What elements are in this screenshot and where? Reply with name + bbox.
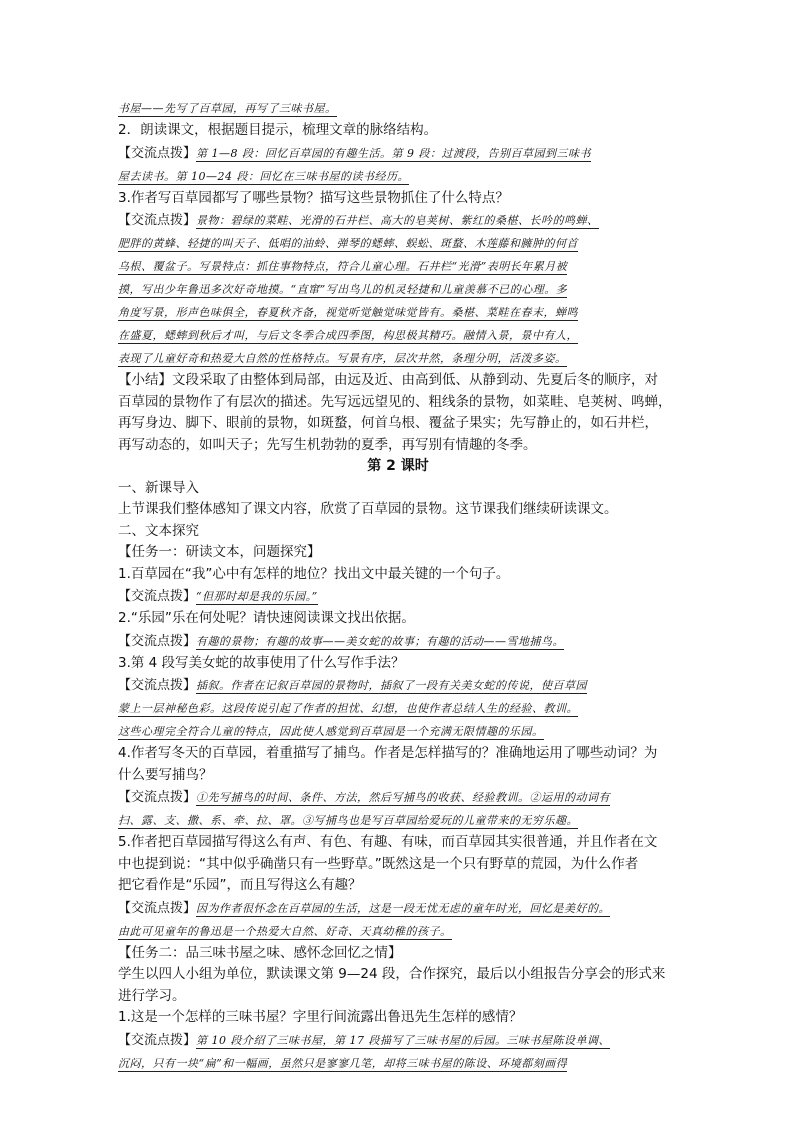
body-line: 1.百草园在“我”心中有怎样的地位？找出文中最关键的一个句子。 [118,565,510,582]
annotation-text: 扫、露、支、撒、系、牵、拉、罩。③写捕鸟也是写百草园给爱玩的儿童带来的无穷乐趣。 [118,814,578,827]
annotation-text: 肥胖的黄蜂、轻捷的叫天子、低唱的油蛉、弹琴的蟋蟀、蜈蚣、斑蝥、木莲藤和臃肿的何首 [118,237,578,250]
annotation-text: “但那时却是我的乐园。” [196,590,318,603]
body-line: 再写身边、脚下、眼前的景物，如斑蝥，何首乌根、覆盆子果实；先写静止的，如石井栏， [118,415,658,431]
body-line: 1.这是一个怎样的三味书屋？字里行间流露出鲁迅先生怎样的感情？ [118,1009,523,1025]
annotation-line [118,809,678,832]
annotation-line [118,697,678,720]
body-line: 进行学习。 [118,987,186,1004]
annotation-line [118,324,678,347]
annotation-line [118,232,678,255]
annotation-line [118,720,678,743]
annotation-text: 摸，写出少年鲁迅多次好奇地摸。“直窜”写出鸟儿的机灵轻捷和儿童羡慕不已的心理。多 [118,283,568,296]
annotation-text: 蒙上一层神秘色彩。这段传说引起了作者的担忧、幻想，也使作者总结人生的经验、教训。 [118,702,578,715]
body-line: 5.作者把百草园描写得这么有声、有色、有趣、有味，而百草园其实很普通，并且作者在文 [118,834,658,850]
body-line: 再写动态的，如叫天子；先写生机勃勃的夏季，再写别有情趣的冬季。 [118,436,537,453]
body-line: 百草园的景物作了有层次的描述。先写远远望见的、粗线条的景物，如菜畦、皂荚树、鸣蝉， [118,393,672,410]
annotation-line [118,347,678,370]
body-line: 3.作者写百草园都写了哪些景物？描写这些景物抓住了什么特点？ [118,189,509,206]
annotation-tag: 【交流点拨】 [118,633,197,649]
annotation-line [118,630,678,653]
body-line: 一、新课导入 [118,479,199,496]
annotation-line [118,142,678,165]
annotation-text: 这些心理完全符合儿童的特点，因此使人感觉到百草园是一个充满无限情趣的乐园。 [118,725,544,738]
annotation-text: 在盛夏，蟋蟀到秋后才叫，与后文冬季合成四季图，构思极其精巧。融情入景，景中有人， [118,329,578,342]
annotation-tag: 【交流点拨】 [118,900,197,916]
annotation-tag: 【交流点拨】 [118,678,197,693]
annotation-line [118,897,678,920]
annotation-line [118,278,678,301]
body-line: 上节课我们整体感知了课文内容，欣赏了百草园的景物。这节课我们继续研读课文。 [118,501,618,517]
body-line: 2．朗读课文，根据题目提示，梳理文章的脉络结构。 [118,122,438,138]
annotation-text: 乌根、覆盆子。写景特点：抓住事物特点，符合儿童心理。石井栏“光滑”表明长年累月被 [118,260,568,273]
body-line: 2.“乐园”乐在何处呢？请快速阅读课文找出依据。 [118,610,415,626]
annotation-text: 表现了儿童好奇和热爱大自然的性格特点。写景有序，层次井然，条理分明，活泼多姿。 [118,352,567,365]
annotation-text: 沉闷，只有一块“扁”和一幅画，虽然只是寥寥几笔，却将三味书屋的陈设、环境都刻画得 [118,1056,568,1070]
body-line: 【小结】文段采取了由整体到局部，由远及近、由高到低、从静到动、先夏后冬的顺序，对 [118,372,658,388]
body-line: 【任务二：品三味书屋之味、感怀念回忆之情】 [118,944,402,961]
document-body [118,97,678,1075]
annotation-text: 书屋——先写了百草园，再写了三味书屋。 [118,102,337,115]
annotation-text: 第 10 段介绍了三味书屋，第 17 段描写了三味书屋的后园。三味书屋陈设单调、 [196,1033,610,1047]
body-line: 中也提到说：“其中似乎确凿只有一些野草。”既然这是一个只有野草的荒园，为什么作者 [118,855,639,872]
annotation-line [118,1052,678,1075]
annotation-text: ①先写捕鸟的时间、条件、方法，然后写捕鸟的收获、经验教训。②运用的动词有 [196,791,611,804]
annotation-tag: 【交流点拨】 [118,145,197,161]
annotation-tag: 【交流点拨】 [118,1032,197,1048]
annotation-line [118,165,678,188]
body-line: 什么要写捕鸟？ [118,766,213,783]
annotation-tag: 【交流点拨】 [118,790,197,805]
annotation-line [118,585,678,608]
annotation-text: 第 1—8 段：回忆百草园的有趣生活。第 9 段：过渡段，告别百草园到三味书 [196,146,591,160]
body-line: 学生以四人小组为单位，默读课文第 9—24 段，合作探究，最后以小组报告分享会的形式来 [118,966,666,982]
annotation-line [118,920,678,943]
body-line: 3.第 4 段写美女蛇的故事使用了什么写作手法？ [118,654,405,671]
body-line: 把它看作是“乐园”，而且写得这么有趣？ [118,877,362,893]
section-title: 第 2 课时 [367,458,429,474]
annotation-line [118,786,678,809]
annotation-line [118,209,678,232]
body-line: 二、文本探究 [118,522,199,539]
body-line: 【任务一：研读文本，问题探究】 [118,544,321,560]
annotation-line [118,1029,678,1052]
annotation-text: 由此可见童年的鲁迅是一个热爱大自然、好奇、天真幼稚的孩子。 [118,924,452,938]
annotation-tag: 【交流点拨】 [118,589,197,604]
annotation-text: 因为作者很怀念在百草园的生活，这是一段无忧无虑的童年时光，回忆是美好的。 [196,901,611,915]
annotation-text: 屋去读书。第 10—24 段：回忆在三味书屋的读书经历。 [118,169,409,183]
annotation-text: 插叙。作者在记叙百草园的景物时，插叙了一段有关美女蛇的传说，使百草园 [196,679,588,692]
annotation-line [118,674,678,697]
annotation-line [118,97,678,120]
annotation-text: 角度写景，形声色味俱全，春夏秋齐备，视觉听觉触觉味觉皆有。桑椹、菜畦在春末，蝉鸣 [118,306,578,319]
annotation-text: 有趣的景物；有趣的故事——美女蛇的故事；有趣的活动——雪地捕鸟。 [196,634,565,648]
body-line: 4.作者写冬天的百草园，着重描写了捕鸟。作者是怎样描写的？准确地运用了哪些动词？为 [118,745,658,761]
annotation-tag: 【交流点拨】 [118,213,197,228]
annotation-line [118,301,678,324]
annotation-line [118,255,678,278]
annotation-text: 景物：碧绿的菜畦、光滑的石井栏、高大的皂荚树、紫红的桑椹、长吟的鸣蝉、 [196,214,599,227]
